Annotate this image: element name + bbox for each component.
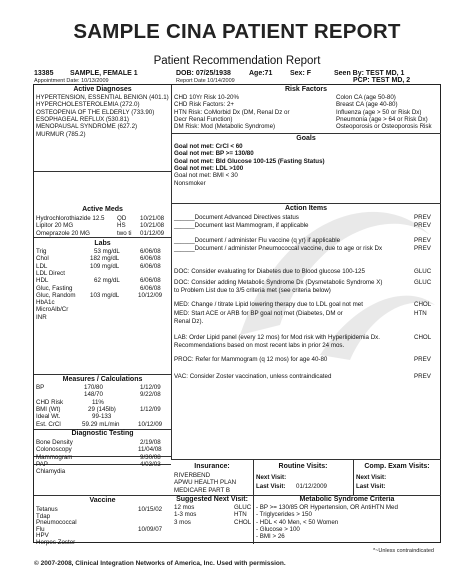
med-date: 10/21/08 — [140, 215, 165, 222]
measure-value: 99-133 — [92, 413, 112, 421]
lab-date: 6/06/08 — [140, 255, 161, 263]
med-frequency: HS — [117, 222, 126, 230]
measure-name: Est. CrCl — [36, 420, 61, 428]
med-date: 01/12/09 — [140, 229, 165, 237]
action-item-code: PREV — [414, 222, 431, 229]
lab-value: 109 mg/dL — [90, 262, 120, 270]
action-item-text: PROC: Refer for Mammogram (q 12 mos) for age 40-80 — [174, 356, 328, 363]
report-body — [33, 84, 441, 546]
lab-date: 6/06/08 — [140, 262, 161, 270]
action-item-code: PREV — [414, 245, 431, 252]
measure-name: BMI (Wt) — [36, 405, 61, 413]
diagnosis-item: ESOPHAGEAL REFLUX (530.81) — [36, 115, 129, 123]
diagnosis-item: HYPERCHOLESTEROLEMIA (272.0) — [36, 101, 140, 109]
seen-by: Seen By: TEST MD, 1 — [334, 70, 405, 77]
suggested-visit-code: HTN — [234, 511, 247, 519]
med-frequency: two ti — [117, 229, 132, 237]
measures-title: Measures / Calculations — [62, 376, 143, 383]
med-date: 10/21/08 — [140, 222, 165, 230]
patient-age: Age:71 — [249, 70, 273, 77]
diagnostic-test-date: 9/30/08 — [140, 453, 161, 461]
action-items-title: Action Items — [284, 205, 327, 212]
suggested-next-visit-title: Suggested Next Visit: — [176, 496, 248, 503]
report-date: Report Date 10/14/2009 — [176, 78, 235, 84]
diagnostic-test-name: Mammogram — [36, 453, 73, 461]
insurance-item: RIVERBEND — [174, 472, 211, 479]
action-item-code: PREV — [414, 237, 431, 244]
footnote: *~Unless contraindicated — [373, 548, 434, 554]
metabolic-criterion: - HDL < 40 Men, < 50 Women — [256, 518, 339, 526]
diagnostic-test-name: Bone Density — [36, 439, 73, 446]
metabolic-criterion: - BMI > 26 — [256, 533, 285, 541]
appointment-date: Appointment Date: 10/13/2009 — [34, 78, 109, 84]
action-item-text: to Problem List due to 3/5 criteria met (see criteria below) — [174, 287, 331, 294]
action-item-code: GLUC — [414, 268, 432, 275]
action-item-text: Recommendations based on most recent labs in prior 24 mos. — [174, 342, 345, 349]
measure-date: 1/12/09 — [140, 405, 161, 413]
risk-factor-left: CHD 10Yr Risk 10-20% — [174, 94, 239, 101]
diagnosis-item: MURMUR (785.2) — [36, 130, 86, 138]
copyright-footer: © 2007-2008, Clinical Integration Networks of America, Inc. Used with permission. — [34, 560, 286, 567]
patient-dob: DOB: 07/25/1938 — [176, 70, 231, 77]
patient-name: SAMPLE, FEMALE 1 — [70, 70, 138, 77]
diagnostic-testing-title: Diagnostic Testing — [71, 430, 134, 437]
insurance-title: Insurance: — [194, 463, 230, 470]
risk-factor-left: CHD Risk Factors: 2+ — [174, 101, 234, 109]
suggested-visit-interval: 12 mos — [174, 504, 195, 511]
action-item-text: MED: Start ACE or ARB for BP goal not met (Diabetes, DM or — [174, 310, 343, 317]
metabolic-criterion: - Triglycerides > 150 — [256, 511, 312, 519]
lab-name: Gluc, Fasting — [36, 284, 73, 292]
vaccine-name: Tetanus — [36, 506, 58, 513]
vaccine-title: Vaccine — [89, 497, 116, 504]
comp-last-visit-label: Last Visit: — [356, 483, 386, 490]
measure-value: 11% — [92, 398, 104, 406]
risk-factor-right: Pneumonia (age > 64 or Risk Dx) — [336, 115, 428, 123]
pcp: PCP: TEST MD, 2 — [353, 77, 411, 84]
metabolic-criterion: - BP >= 130/85 OR Hypertension, OR AntiHTN Med — [256, 504, 398, 511]
action-item-text: Renal Dz). — [174, 318, 204, 325]
risk-factor-right: Breast CA (age 40-80) — [336, 101, 398, 109]
action-item-text: MED: Change / titrate Lipid lowering therapy due to LDL goal not met — [174, 301, 363, 308]
action-item-text: ______Document last Mammogram, if applicable — [174, 222, 309, 229]
metabolic-criterion: - Glucose > 100 — [256, 525, 300, 533]
measure-date: 9/22/08 — [140, 391, 161, 399]
action-item-code: GLUC — [414, 279, 432, 286]
diagnostic-test-name: Colonoscopy — [36, 446, 72, 454]
lab-name: LDL Direct — [36, 269, 65, 277]
risk-factor-right: Influenza (age > 50 or Risk Dx) — [336, 108, 422, 116]
action-item-code: CHOL — [414, 301, 432, 308]
action-item-text: LAB: Order Lipid panel (every 12 mos) for Mod risk with Hyperlipidemia Dx. — [174, 334, 380, 341]
action-item-text: ______Document / administer Flu vaccine (q yr) if applicable — [174, 237, 341, 244]
risk-factor-left: Decr Renal Function) — [174, 115, 233, 123]
labs-title: Labs — [94, 240, 111, 247]
measure-name: BP — [36, 384, 45, 391]
routine-last-visit-label: Last Visit: — [256, 483, 286, 490]
lab-value: 62 mg/dL — [94, 277, 120, 285]
goals-title: Goals — [296, 135, 316, 142]
measure-name: Ideal Wt. — [36, 413, 61, 421]
vaccine-date: 10/09/07 — [138, 525, 163, 533]
action-item-text: VAC: Consider Zoster vaccination, unless contraindicated — [174, 373, 332, 380]
routine-visits-title: Routine Visits: — [278, 463, 328, 470]
active-diagnoses-title: Active Diagnoses — [73, 86, 132, 93]
action-item-text: ______Document / administer Pneumococcal vaccine, due to age or risk Dx — [174, 245, 383, 252]
suggested-visit-interval: 3 mos — [174, 518, 191, 526]
lab-value: 103 mg/dL — [90, 291, 120, 299]
diagnosis-item: HYPERTENSION, ESSENTIAL BENIGN (401.1) — [36, 94, 169, 101]
diagnostic-test-date: 4/03/03 — [140, 460, 161, 468]
routine-next-visit-label: Next Visit: — [256, 474, 287, 481]
action-item-text: DOC: Consider adding Metabolic Syndrome Dx (Dysmetabolic Syndrome X) — [174, 279, 383, 286]
report-subtitle: Patient Recommendation Report — [153, 55, 321, 67]
lab-name: MicroAlb/Cr — [36, 306, 69, 314]
lab-value: 53 mg/dL — [94, 248, 120, 255]
measure-value: 148/70 — [84, 391, 103, 399]
vaccine-name: Herpes Zoster — [36, 538, 76, 546]
measure-date: 1/12/09 — [140, 384, 161, 391]
action-item-code: PREV — [414, 356, 431, 363]
measure-value: 59.29 mL/min — [82, 420, 120, 428]
vaccine-date: 10/15/02 — [138, 506, 163, 513]
lab-date: 6/06/08 — [140, 284, 161, 292]
action-item-text: ______Document Advanced Directives status — [174, 214, 299, 221]
metabolic-syndrome-title: Metabolic Syndrome Criteria — [299, 496, 395, 503]
measure-value: 29 (145lb) — [88, 405, 116, 413]
action-item-code: PREV — [414, 373, 431, 380]
insurance-item: APWU HEALTH PLAN — [174, 479, 237, 487]
goal-item: Nonsmoker — [174, 179, 206, 187]
lab-name: INR — [36, 313, 47, 321]
lab-value: 182 mg/dL — [90, 255, 120, 263]
goal-item: Goal not met: Bld Glucose 100-125 (Fasting Status) — [174, 157, 325, 165]
vaccine-name: HPV — [36, 532, 49, 539]
measure-date: 10/12/09 — [138, 420, 163, 428]
risk-factor-right: Colon CA (age 50-80) — [336, 94, 396, 101]
report-title: SAMPLE CINA PATIENT REPORT — [73, 20, 401, 43]
med-name: Lipitor 20 MG — [36, 222, 74, 230]
risk-factor-right: Osteoporosis or Osteoporosis Risk — [336, 123, 432, 131]
med-name: Hydrochlorothiazide 12.5 — [36, 215, 105, 222]
insurance-item: MEDICARE PART B — [174, 486, 231, 494]
suggested-visit-code: CHOL — [234, 518, 252, 526]
lab-date: 6/06/08 — [140, 248, 161, 255]
med-name: Omeprazole 20 MG — [36, 229, 90, 237]
action-item-code: PREV — [414, 214, 431, 221]
lab-name: Chol — [36, 255, 49, 263]
active-meds-title: Active Meds — [82, 206, 123, 213]
vaccine-name: Tdap — [36, 512, 51, 520]
suggested-visit-interval: 1-3 mos — [174, 511, 197, 519]
action-item-code: HTN — [414, 310, 427, 317]
lab-name: HDL — [36, 277, 49, 285]
action-item-text: DOC: Consider evaluating for Diabetes due to Blood glucose 100-125 — [174, 268, 365, 275]
lab-name: Trig — [36, 248, 47, 255]
measure-name: CHD Risk — [36, 398, 64, 406]
risk-factors-title: Risk Factors — [284, 86, 328, 93]
vaccine-name: Flu — [36, 525, 45, 533]
goal-item: Goal not met: CrCl < 60 — [174, 143, 243, 150]
diagnosis-item: MENOPAUSAL SYNDROME (627.2) — [36, 123, 138, 131]
med-frequency: QD — [117, 215, 127, 222]
comp-exam-visits-title: Comp. Exam Visits: — [364, 463, 430, 470]
suggested-visit-code: GLUC — [234, 504, 252, 511]
goal-item: Goal not met: BP >= 130/80 — [174, 150, 254, 158]
diagnostic-test-date: 11/04/08 — [138, 446, 162, 454]
measure-value: 170/80 — [84, 384, 103, 391]
action-item-code: CHOL — [414, 334, 432, 341]
routine-last-visit-value: 01/12/2009 — [296, 483, 327, 490]
diagnostic-test-name: PAP — [36, 460, 48, 468]
diagnosis-item: OSTEOPENIA OF THE ELDERLY (733.90) — [36, 108, 155, 116]
lab-name: HbA1c — [36, 299, 55, 307]
risk-factor-left: HTN Risk: CoMorbid Dx (DM, Renal Dz or — [174, 108, 290, 116]
goal-item: Goal not met: BMI < 30 — [174, 172, 238, 180]
patient-id: 13385 — [34, 70, 54, 77]
patient-sex: Sex: F — [290, 70, 312, 77]
diagnostic-test-name: Chlamydia — [36, 468, 66, 476]
lab-name: LDL — [36, 262, 48, 270]
lab-date: 10/12/09 — [138, 291, 163, 299]
lab-date: 6/06/08 — [140, 277, 161, 285]
diagnostic-test-date: 2/19/08 — [140, 439, 161, 446]
vaccine-name: Pneumococcal — [36, 519, 77, 526]
comp-next-visit-label: Next Visit: — [356, 474, 387, 481]
lab-name: Gluc, Random — [36, 291, 76, 299]
goal-item: Goal not met: LDL >100 — [174, 164, 244, 172]
risk-factor-left: DM Risk: Mod (Metabolic Syndrome) — [174, 123, 276, 131]
